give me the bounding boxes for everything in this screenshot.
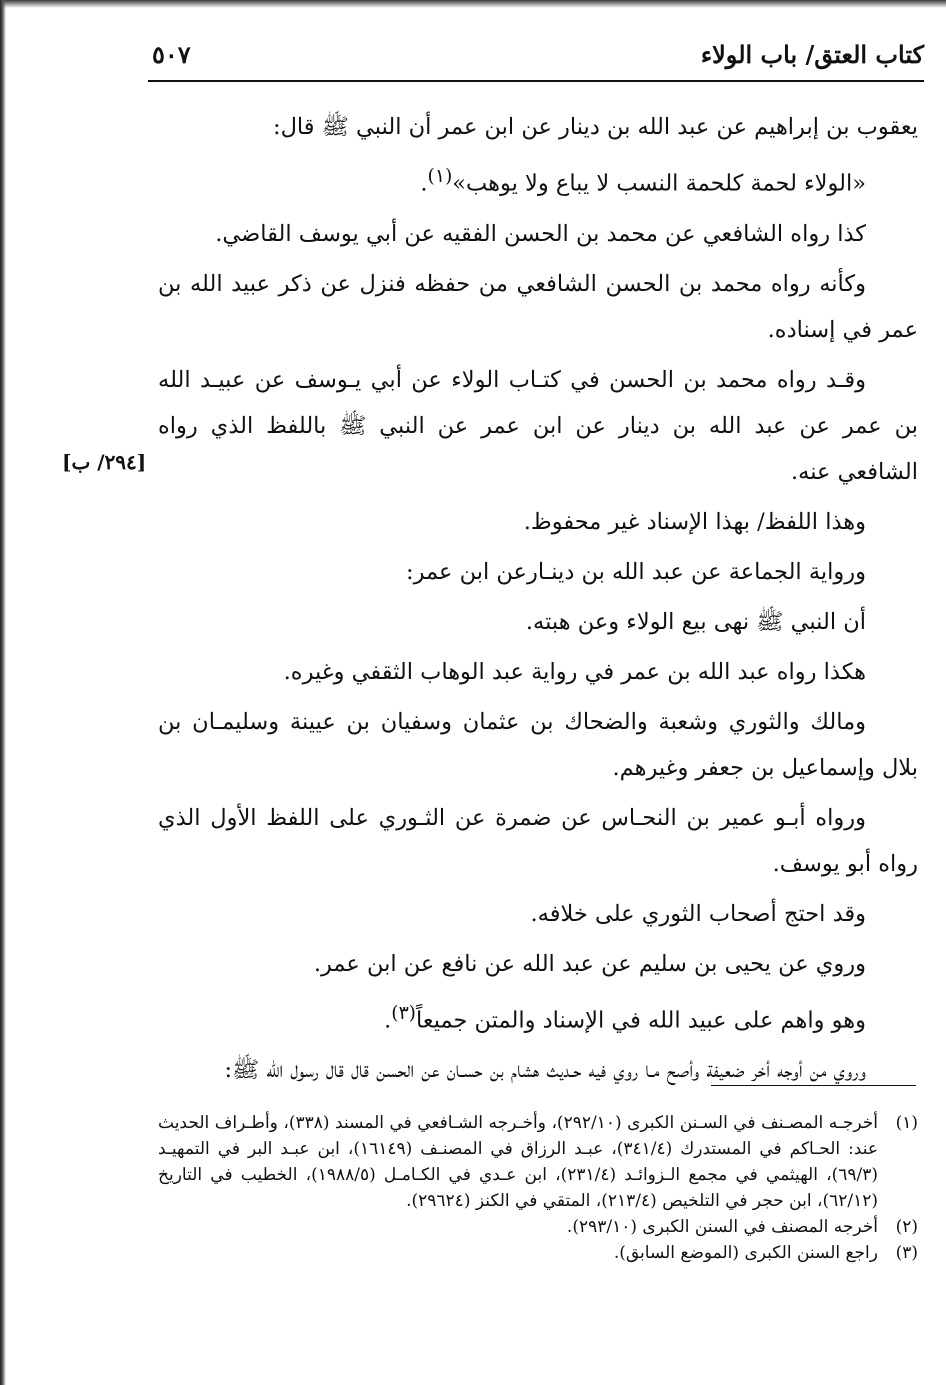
main-text xyxy=(158,104,918,1097)
folio-marginal-note: [٢٩٤/ ب] xyxy=(62,450,147,474)
footnote-ref: (٣) xyxy=(391,1002,416,1024)
paragraph: وروي من أوجه أخر ضعيفة وأصح مـا روي فيه حـديث هشام بن حسـان عن الحسن قال قال رسول الله ﷺ: xyxy=(224,1057,866,1083)
footnote-number: (٢) xyxy=(895,1217,918,1237)
paragraph: هكذا رواه عبد الله بن عمر في رواية عبد الوهاب الثقفي وغيره. xyxy=(283,658,866,685)
footnote xyxy=(158,1240,918,1266)
page-number: ٥٠٧ xyxy=(152,40,191,69)
footnote-text: أخرجه المصنف في السنن الكبرى (٢٩٣/١٠). xyxy=(566,1217,878,1237)
footnote-ref: (١) xyxy=(427,166,453,187)
running-title: كتاب العتق/ باب الولاء xyxy=(700,40,924,69)
scan-shadow-top xyxy=(0,0,946,8)
paragraph: وهو واهم على عبيد الله في الإسناد والمتن جميعاً$^{(٣)}$. xyxy=(384,1002,866,1033)
paragraph: وكأنه رواه محمد بن الحسن الشافعي من حفظه فنزل عن ذكر عبيد الله بن عمر في إسناده. xyxy=(158,270,918,343)
paragraph: «الولاء لحمة كلحمة النسب لا يباع ولا يوهب»$^{(١)}$. xyxy=(420,166,866,197)
footnotes xyxy=(158,1110,918,1266)
paragraph: ورواه أبـو عمير بن النحـاس عن ضمرة عن الثـوري على اللفظ الأول الذي رواه أبو يوسف. xyxy=(158,804,918,877)
footnote-text: أخرجـه المصـنف في السـنن الكبرى (٢٩٢/١٠)، وأخـرجه الشـافعي في المسند (٣٣٨)، وأطـراف الحديث عند: الحـاكم في المستدرك (٣٤١/٤)، عبـد الرزاق في المصنـف (١٦١٤٩)، ابن عبـد البر في التمهيـد (٦٩/٣)، الهيثمي في مجمع الـزوائـد (٢٣١/٤)، ابن عـدي في الكـامـل (١٩٨٨/٥)، الخطيب في التاريخ (٦٢/١٢)، ابن حجر في التلخيص (٢١٣/٤)، المتقي في الكنز (٢٩٦٢٤). xyxy=(158,1113,878,1211)
paragraph: يعقوب بن إبراهيم عن عبد الله بن دينار عن ابن عمر أن النبي ﷺ قال: xyxy=(273,114,918,140)
paragraph: وهذا اللفظ/ بهذا الإسناد غير محفوظ. xyxy=(523,508,866,535)
paragraph: ومالك والثوري وشعبة والضحاك بن عثمان وسفيان بن عيينة وسليمـان بن بلال وإسماعيل بن جعفر وغيرهم. xyxy=(158,708,918,781)
footnote-number: (١) xyxy=(895,1113,918,1133)
footnote-separator xyxy=(711,1085,916,1086)
footnote-text: راجع السنن الكبرى (الموضع السابق). xyxy=(613,1243,878,1263)
page-header xyxy=(148,36,924,82)
paragraph: ورواية الجماعة عن عبد الله بن دينـارعن ابن عمر: xyxy=(406,558,866,585)
paragraph: أن النبي ﷺ نهى بيع الولاء وعن هبته. xyxy=(525,608,866,635)
paragraph: وقـد رواه محمد بن الحسن في كتـاب الولاء عن أبي يـوسف عن عبيـد الله بن عمر عن عبد الله بن دينار عن ابن عمر عن النبي ﷺ باللفظ الذي رواه الشافعي عنه. xyxy=(158,366,918,485)
paragraph: وقد احتج أصحاب الثوري على خلافه. xyxy=(530,900,866,927)
footnote-number: (٣) xyxy=(895,1243,918,1263)
paragraph: كذا رواه الشافعي عن محمد بن الحسن الفقيه عن أبي يوسف القاضي. xyxy=(215,220,866,247)
scan-shadow-left xyxy=(0,0,6,1385)
paragraph: وروي عن يحيى بن سليم عن عبد الله عن نافع عن ابن عمر. xyxy=(313,950,866,977)
footnote xyxy=(158,1214,918,1240)
footnote xyxy=(158,1110,918,1214)
